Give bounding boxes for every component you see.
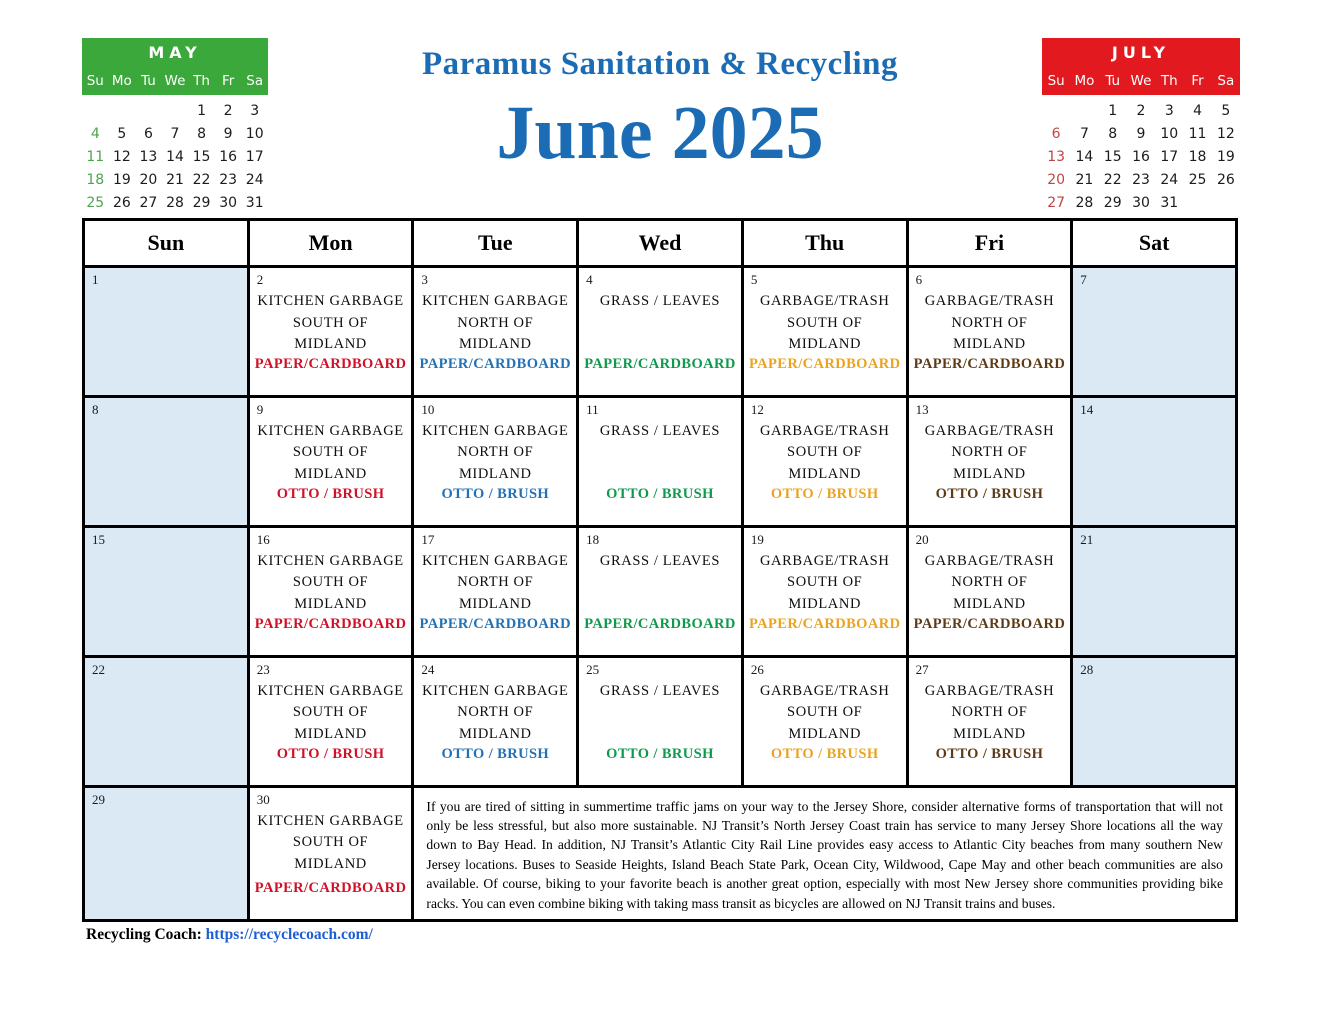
mini-may-day: 2 — [223, 103, 233, 119]
day-number: 16 — [256, 531, 270, 547]
collection-area-text — [419, 551, 571, 616]
collection-line: GARBAGE/TRASH — [759, 293, 890, 309]
collection-area-text — [584, 681, 736, 703]
mini-july-day — [1042, 100, 1070, 123]
collection-line: GARBAGE/TRASH — [924, 293, 1055, 309]
collection-line: KITCHEN GARBAGE — [422, 552, 569, 569]
day-header-sat: Sat — [1073, 221, 1235, 265]
day-number: 19 — [750, 531, 764, 547]
mini-may-day: 7 — [170, 126, 180, 142]
collection-area-text — [749, 421, 901, 486]
calendar-cell-13 — [909, 398, 1071, 525]
day-header-sun: Sun — [85, 221, 247, 265]
mini-july-day — [1070, 100, 1098, 123]
collection-type-label: OTTO / BRUSH — [935, 485, 1044, 502]
mini-july-day: 10 — [1160, 126, 1179, 142]
day-number: 1 — [92, 272, 99, 287]
collection-line: SOUTH OF MIDLAND — [787, 314, 863, 352]
day-number: 10 — [421, 401, 435, 417]
collection-line: GRASS / LEAVES — [599, 293, 721, 309]
collection-line: NORTH OF MIDLAND — [457, 704, 534, 742]
collection-area-text — [255, 681, 407, 746]
day-number: 4 — [586, 272, 593, 287]
mini-may-day: 13 — [139, 149, 158, 165]
day-number: 9 — [256, 401, 264, 417]
calendar-cell-6 — [909, 268, 1071, 395]
day-number: 24 — [421, 661, 435, 677]
mini-may-day: 28 — [166, 195, 184, 211]
collection-type-label: OTTO / BRUSH — [441, 485, 550, 502]
mini-may-day: 3 — [250, 103, 260, 119]
mini-may-day: 15 — [192, 149, 211, 165]
collection-type-label: PAPER/CARDBOARD — [748, 355, 901, 372]
collection-line: NORTH OF MIDLAND — [951, 314, 1028, 352]
day-number: 30 — [256, 791, 270, 807]
mini-july-day: 12 — [1216, 126, 1235, 142]
collection-line: GRASS / LEAVES — [599, 552, 721, 569]
collection-area-text — [255, 811, 407, 876]
collection-line: NORTH OF MIDLAND — [951, 444, 1028, 482]
mini-july-day: 6 — [1051, 126, 1061, 142]
mini-july-dow: Mo — [1074, 73, 1095, 89]
calendar-cell-10 — [414, 398, 576, 525]
day-number: 23 — [256, 661, 270, 677]
collection-line: NORTH OF MIDLAND — [457, 314, 534, 352]
collection-type-label: OTTO / BRUSH — [606, 745, 714, 762]
calendar-cell-1 — [85, 268, 247, 395]
collection-line: GARBAGE/TRASH — [924, 422, 1055, 439]
calendar-cell-5 — [744, 268, 906, 395]
collection-line: GARBAGE/TRASH — [924, 552, 1055, 569]
collection-type-label: OTTO / BRUSH — [276, 745, 385, 762]
collection-line: SOUTH OF MIDLAND — [787, 574, 863, 612]
day-number: 25 — [586, 661, 600, 677]
mini-may-day: 8 — [197, 126, 207, 142]
day-header-wed: Wed — [579, 221, 741, 265]
collection-area-text — [584, 551, 736, 573]
calendar-cell-27 — [909, 658, 1071, 785]
mini-may-day: 31 — [245, 195, 264, 211]
recycling-coach-label: Recycling Coach: — [86, 926, 202, 943]
collection-line: SOUTH OF MIDLAND — [292, 574, 369, 612]
collection-type-label: OTTO / BRUSH — [276, 485, 385, 502]
mini-july-day: 26 — [1216, 172, 1235, 188]
collection-line: SOUTH OF MIDLAND — [787, 444, 863, 482]
mini-july-day: 18 — [1188, 149, 1207, 165]
calendar-cell-22 — [85, 658, 247, 785]
calendar-cell-26 — [744, 658, 906, 785]
calendar-cell-9 — [250, 398, 412, 525]
collection-area-text — [419, 291, 571, 356]
mini-may-day: 26 — [112, 195, 131, 211]
mini-july-day: 25 — [1188, 172, 1207, 188]
collection-line: NORTH OF MIDLAND — [457, 444, 534, 482]
calendar-cell-7 — [1073, 268, 1235, 395]
mini-may-dow: Th — [193, 73, 210, 89]
mini-july-title: JULY — [1042, 38, 1240, 68]
day-number: 18 — [586, 531, 600, 547]
collection-line: GARBAGE/TRASH — [759, 552, 890, 569]
day-number: 5 — [750, 272, 758, 287]
mini-may-dow: Tu — [141, 73, 156, 89]
mini-july-dow: Su — [1047, 73, 1065, 89]
collection-type-label: PAPER/CARDBOARD — [913, 355, 1066, 372]
collection-area-text — [255, 551, 407, 616]
mini-may-day: 22 — [192, 172, 211, 188]
day-number: 12 — [750, 401, 764, 417]
mini-may-dow: Su — [86, 73, 104, 89]
day-header-mon: Mon — [250, 221, 412, 265]
day-number: 15 — [92, 531, 105, 547]
calendar-cell-17 — [414, 528, 576, 655]
mini-may-day: 10 — [245, 126, 264, 142]
mini-july-day: 24 — [1160, 172, 1179, 188]
day-header-thu: Thu — [744, 221, 906, 265]
calendar-cell-19 — [744, 528, 906, 655]
mini-may-dow: Fr — [221, 73, 235, 89]
collection-type-label: OTTO / BRUSH — [606, 485, 714, 502]
mini-may-dow: Mo — [111, 73, 132, 89]
calendar-cell-25 — [579, 658, 741, 785]
day-number: 7 — [1080, 272, 1087, 287]
mini-july-day: 8 — [1108, 126, 1118, 142]
collection-line: NORTH OF MIDLAND — [951, 704, 1028, 742]
mini-may-day: 21 — [166, 172, 184, 188]
day-number: 21 — [1080, 531, 1094, 547]
day-number: 13 — [915, 401, 929, 417]
mini-july-day: 17 — [1160, 149, 1179, 165]
mini-may-day: 25 — [86, 195, 105, 211]
calendar-cell-2 — [250, 268, 412, 395]
collection-type-label: PAPER/CARDBOARD — [584, 355, 736, 372]
mini-july-dow: Tu — [1105, 73, 1121, 89]
collection-type-label: PAPER/CARDBOARD — [419, 615, 572, 632]
mini-july-day: 9 — [1136, 126, 1146, 142]
mini-july-day: 19 — [1216, 149, 1235, 165]
collection-area-text — [914, 291, 1066, 356]
calendar-cell-21 — [1073, 528, 1235, 655]
collection-line: SOUTH OF MIDLAND — [787, 704, 863, 742]
collection-type-label: OTTO / BRUSH — [441, 745, 550, 762]
collection-type-label: PAPER/CARDBOARD — [748, 615, 901, 632]
collection-line: GARBAGE/TRASH — [759, 422, 890, 439]
day-number: 3 — [421, 272, 428, 287]
mini-may-day: 19 — [112, 172, 131, 188]
collection-type-label: PAPER/CARDBOARD — [254, 355, 407, 372]
collection-area-text — [255, 291, 407, 356]
collection-area-text — [914, 551, 1066, 616]
collection-line: KITCHEN GARBAGE — [257, 812, 404, 829]
mini-july-day: 23 — [1132, 172, 1150, 188]
mini-july-day — [1212, 192, 1240, 215]
collection-line: KITCHEN GARBAGE — [257, 422, 404, 439]
collection-area-text — [749, 551, 901, 616]
collection-area-text — [255, 421, 407, 486]
calendar-cell-16 — [250, 528, 412, 655]
mini-july-day: 21 — [1075, 172, 1094, 188]
day-number: 17 — [421, 531, 435, 547]
collection-line: GRASS / LEAVES — [599, 682, 721, 699]
day-number: 28 — [1080, 661, 1094, 677]
collection-area-text — [914, 681, 1066, 746]
collection-area-text — [584, 421, 736, 443]
calendar-cell-15 — [85, 528, 247, 655]
main-calendar-grid — [82, 218, 1238, 922]
collection-area-text — [584, 291, 736, 313]
collection-line: NORTH OF MIDLAND — [457, 574, 534, 612]
mini-may-day: 24 — [245, 172, 264, 188]
collection-type-label: PAPER/CARDBOARD — [419, 355, 572, 372]
collection-line: GRASS / LEAVES — [599, 422, 721, 439]
calendar-cell-12 — [744, 398, 906, 525]
org-title: Paramus Sanitation & Recycling — [421, 46, 899, 82]
collection-type-label: PAPER/CARDBOARD — [913, 615, 1066, 632]
footer — [86, 926, 373, 944]
collection-type-label: PAPER/CARDBOARD — [254, 615, 407, 632]
calendar-cell-28 — [1073, 658, 1235, 785]
day-number: 20 — [915, 531, 929, 547]
mini-july-day: 31 — [1160, 195, 1179, 211]
mini-july-day: 13 — [1047, 149, 1066, 165]
mini-july-dates — [1042, 95, 1240, 215]
collection-line: KITCHEN GARBAGE — [422, 682, 569, 699]
mini-july-dow: Th — [1160, 73, 1178, 89]
calendar-cell-14 — [1073, 398, 1235, 525]
mini-july-day: 1 — [1108, 103, 1118, 119]
mini-may-day: 17 — [245, 149, 264, 165]
mini-may-day: 16 — [219, 149, 238, 165]
mini-july-day: 5 — [1221, 103, 1231, 119]
calendar-cell-4 — [579, 268, 741, 395]
collection-line: SOUTH OF MIDLAND — [292, 314, 369, 352]
mini-may-day: 23 — [219, 172, 238, 188]
mini-calendar-july — [1042, 38, 1240, 215]
mini-may-day: 5 — [117, 126, 127, 142]
mini-may-day: 27 — [139, 195, 158, 211]
mini-july-dow: Sa — [1217, 73, 1235, 89]
collection-area-text — [419, 421, 571, 486]
mini-may-day: 12 — [112, 149, 131, 165]
mini-july-day: 15 — [1103, 149, 1122, 165]
day-number: 22 — [92, 661, 105, 677]
calendar-cell-8 — [85, 398, 247, 525]
mini-july-day — [1183, 192, 1211, 215]
mini-july-day: 11 — [1188, 126, 1207, 142]
collection-area-text — [749, 291, 901, 356]
mini-july-day: 29 — [1103, 195, 1122, 211]
collection-type-label: OTTO / BRUSH — [770, 745, 879, 762]
mini-july-day: 28 — [1075, 195, 1094, 211]
collection-line: SOUTH OF MIDLAND — [292, 444, 369, 482]
mini-may-day: 29 — [192, 195, 211, 211]
calendar-cell-23 — [250, 658, 412, 785]
collection-area-text — [419, 681, 571, 746]
mini-july-day: 3 — [1164, 103, 1174, 119]
mini-may-day: 20 — [139, 172, 158, 188]
calendar-cell-20 — [909, 528, 1071, 655]
mini-july-day: 2 — [1136, 103, 1146, 119]
mini-july-day: 16 — [1132, 149, 1150, 165]
mini-july-day: 14 — [1075, 149, 1094, 165]
calendar-cell-18 — [579, 528, 741, 655]
calendar-cell-3 — [414, 268, 576, 395]
collection-type-label: OTTO / BRUSH — [935, 745, 1044, 762]
mini-july-dow: Fr — [1191, 73, 1204, 89]
collection-type-label: PAPER/CARDBOARD — [254, 880, 407, 896]
note-cell: If you are tired of sitting in summertime traffic jams on your way to the Jersey Shore, consider alternative forms of transportation that will not only be less stressful, but also more sustainable. NJ Transit’s North Jersey Coast train has service to many Jersey Shore locations all the way down to Bay Head. In addition, NJ Transit’s Atlantic City Rail Line provides easy access to Atlantic City beaches from many southern New Jersey locations. Buses to Seaside Heights, Island Beach State Park, Ocean City, Wildwood, Cape May and other beach communities are also available. Of course, biking to your favorite beach is another great option, especially with most New Jersey shore communities providing bike racks. You can even combine biking with taking mass transit as bicycles are allowed on NJ Transit trains and buses. — [414, 788, 1235, 919]
collection-line: SOUTH OF MIDLAND — [292, 834, 369, 872]
collection-line: KITCHEN GARBAGE — [422, 293, 569, 309]
collection-area-text — [749, 681, 901, 746]
mini-may-day: 14 — [166, 149, 184, 165]
mini-may-day: 1 — [197, 103, 207, 119]
mini-july-day-headers — [1042, 68, 1240, 95]
day-number: 2 — [256, 272, 264, 287]
day-number: 6 — [915, 272, 923, 287]
day-number: 8 — [92, 401, 99, 417]
mini-july-day: 7 — [1079, 126, 1089, 142]
day-number: 27 — [915, 661, 929, 677]
mini-may-title: MAY — [82, 38, 268, 68]
mini-may-day: 6 — [143, 126, 153, 142]
mini-july-day: 30 — [1132, 195, 1150, 211]
calendar-cell-24 — [414, 658, 576, 785]
mini-may-dow: We — [164, 73, 186, 89]
calendar-cell-30 — [250, 788, 412, 919]
day-number: 11 — [586, 401, 599, 417]
mini-may-day: 4 — [90, 126, 100, 142]
mini-may-day: 30 — [219, 195, 238, 211]
mini-may-day: 18 — [86, 172, 105, 188]
recycling-coach-link[interactable]: https://recyclecoach.com/ — [205, 926, 373, 943]
collection-line: KITCHEN GARBAGE — [257, 293, 404, 309]
collection-type-label: OTTO / BRUSH — [770, 485, 879, 502]
mini-july-day: 20 — [1047, 172, 1066, 188]
day-header-fri: Fri — [909, 221, 1071, 265]
day-number: 26 — [750, 661, 764, 677]
mini-july-day: 4 — [1193, 103, 1203, 119]
mini-july-dow: We — [1130, 73, 1152, 89]
collection-area-text — [914, 421, 1066, 486]
mini-july-day: 22 — [1103, 172, 1122, 188]
collection-line: KITCHEN GARBAGE — [422, 422, 569, 439]
day-number: 14 — [1080, 401, 1094, 417]
mini-may-day: 9 — [223, 126, 233, 142]
collection-type-label: PAPER/CARDBOARD — [584, 615, 736, 632]
mini-may-dow: Sa — [246, 73, 264, 89]
collection-line: SOUTH OF MIDLAND — [292, 704, 369, 742]
day-number: 29 — [92, 791, 105, 807]
collection-line: GARBAGE/TRASH — [924, 682, 1055, 699]
calendar-cell-11 — [579, 398, 741, 525]
month-title: June 2025 — [496, 91, 824, 175]
calendar-cell-29 — [85, 788, 247, 919]
collection-line: KITCHEN GARBAGE — [257, 552, 404, 569]
collection-line: GARBAGE/TRASH — [759, 682, 890, 699]
mini-july-day: 27 — [1047, 195, 1066, 211]
collection-line: NORTH OF MIDLAND — [951, 574, 1028, 612]
collection-line: KITCHEN GARBAGE — [257, 682, 404, 699]
day-header-tue: Tue — [414, 221, 576, 265]
mini-may-day: 11 — [86, 149, 105, 165]
